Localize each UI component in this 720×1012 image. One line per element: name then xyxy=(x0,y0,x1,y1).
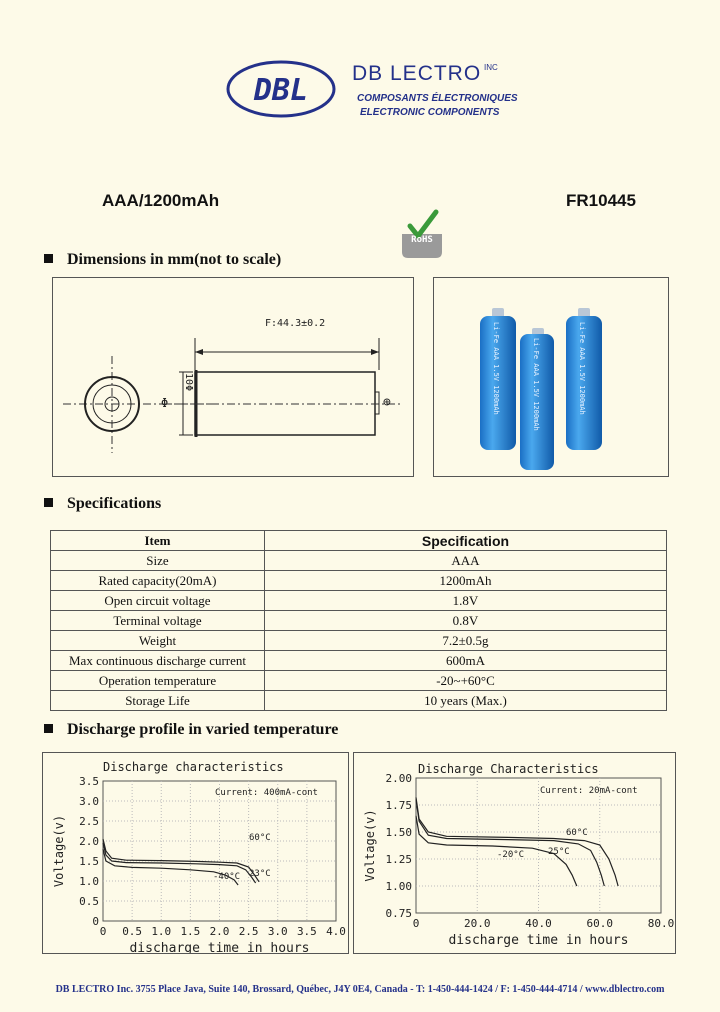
y-tick-label: 1.5 xyxy=(79,855,99,868)
table-row: Storage Life 10 years (Max.) xyxy=(51,691,667,711)
y-tick-label: 3.0 xyxy=(79,795,99,808)
rohs-label: RoHS xyxy=(411,235,433,245)
series-line-2 xyxy=(416,800,604,886)
table-row: Weight 7.2±0.5g xyxy=(51,631,667,651)
battery-cell-3 xyxy=(566,308,602,450)
series-label: -20°C xyxy=(497,850,525,860)
brand-tagline-en: ELECTRONIC COMPONENTS xyxy=(360,107,500,118)
col-item-header: Item xyxy=(51,531,265,551)
y-axis-label: Voltage(v) xyxy=(363,809,377,882)
battery-cell-2 xyxy=(520,328,554,470)
product-code: FR10445 xyxy=(566,191,636,210)
table-row: Open circuit voltage 1.8V xyxy=(51,591,667,611)
svg-text:Li-Fe AAA 1.5V 1200mAh: Li-Fe AAA 1.5V 1200mAh xyxy=(578,322,586,415)
y-tick-label: 0.5 xyxy=(79,895,99,908)
y-tick-label: 1.0 xyxy=(79,875,99,888)
x-tick-label: 80.0 xyxy=(647,917,675,930)
series-label: -40°C xyxy=(213,872,241,882)
x-tick-label: 2.5 xyxy=(238,925,259,938)
bullet-icon xyxy=(44,254,53,263)
svg-text:Li-Fe AAA 1.5V 1200mAh: Li-Fe AAA 1.5V 1200mAh xyxy=(492,322,500,415)
col-spec-header: Specification xyxy=(265,531,667,551)
dimensions-heading: Dimensions in mm(not to scale) xyxy=(44,251,281,269)
series-label: 25°C xyxy=(548,847,570,857)
table-row: Rated capacity(20mA) 1200mAh xyxy=(51,571,667,591)
specifications-heading: Specifications xyxy=(44,495,161,513)
plus-terminal-symbol: ⊕ xyxy=(383,395,391,410)
y-tick-label: 1.75 xyxy=(385,799,412,812)
table-row: Size AAA xyxy=(51,551,667,571)
y-axis-label: Voltage(v) xyxy=(52,814,66,888)
series-line-1 xyxy=(416,797,618,886)
x-tick-label: 4.0 xyxy=(326,925,346,938)
table-row: Terminal voltage 0.8V xyxy=(51,611,667,631)
check-icon xyxy=(410,212,436,236)
brand-tagline-fr: COMPOSANTS ÉLECTRONIQUES xyxy=(357,93,518,104)
x-tick-label: 60.0 xyxy=(586,917,613,930)
x-tick-label: 0 xyxy=(99,925,107,938)
discharge-chart-1 xyxy=(43,753,348,953)
phi-symbol: Φ xyxy=(161,396,169,410)
x-tick-label: 3.5 xyxy=(296,925,317,938)
discharge-heading: Discharge profile in varied temperature xyxy=(44,721,338,739)
y-tick-label: 1.50 xyxy=(385,826,412,839)
x-tick-label: 0.5 xyxy=(122,925,143,938)
table-header-row xyxy=(51,531,667,551)
chart-annotation: Current: 20mA-cont xyxy=(540,786,638,796)
discharge-chart-2 xyxy=(354,753,675,953)
y-tick-label: 3.5 xyxy=(79,775,99,788)
y-tick-label: 1.25 xyxy=(385,853,412,866)
battery-photo xyxy=(434,278,668,476)
chart-title: Discharge Characteristics xyxy=(418,762,599,776)
footer-contact: DB LECTRO Inc. 3755 Place Java, Suite 140, Brossard, Québec, J4Y 0E4, Canada - T: 1-450-444-1424 / F: 1-450-444-4714 / www.dblectro.com xyxy=(55,984,665,995)
chart-panel-1 xyxy=(42,752,349,954)
rohs-badge xyxy=(400,206,444,260)
specifications-table xyxy=(50,530,667,711)
bullet-icon xyxy=(44,724,53,733)
svg-text:Li-Fe AAA 1.5V 1200mAh: Li-Fe AAA 1.5V 1200mAh xyxy=(532,338,540,431)
x-tick-label: 3.0 xyxy=(267,925,288,938)
y-tick-label: 2.5 xyxy=(79,815,99,828)
battery-photo-box xyxy=(433,277,669,477)
y-tick-label: 0 xyxy=(92,915,99,928)
company-logo xyxy=(226,60,336,118)
product-title: AAA/1200mAh xyxy=(102,191,220,210)
series-label: 60°C xyxy=(566,828,588,838)
x-tick-label: 1.0 xyxy=(151,925,172,938)
x-tick-label: 20.0 xyxy=(464,917,491,930)
y-tick-label: 1.00 xyxy=(385,880,412,893)
series-label: 23°C xyxy=(249,869,271,879)
battery-cell-1 xyxy=(480,308,516,450)
x-tick-label: 2.0 xyxy=(209,925,230,938)
table-row: Max continuous discharge current 600mA xyxy=(51,651,667,671)
brand-inc: INC xyxy=(484,63,498,72)
y-tick-label: 2.00 xyxy=(385,772,412,785)
y-tick-label: 2.0 xyxy=(79,835,99,848)
chart-panel-2 xyxy=(353,752,676,954)
bullet-icon xyxy=(44,498,53,507)
x-axis-label: discharge time in hours xyxy=(129,941,310,953)
chart-title: Discharge characteristics xyxy=(103,760,284,774)
x-tick-label: 0 xyxy=(412,917,420,930)
diameter-label: 10Φ xyxy=(183,373,194,392)
chart-annotation: Current: 400mA-cont xyxy=(215,788,318,798)
y-tick-label: 0.75 xyxy=(385,907,412,920)
brand-name: DB LECTRO xyxy=(352,62,482,85)
length-label: F:44.3±0.2 xyxy=(265,318,326,329)
logo-text: DBL xyxy=(253,73,309,108)
dimension-drawing-box xyxy=(52,277,414,477)
dimension-drawing xyxy=(53,278,413,476)
series-label: 60°C xyxy=(249,833,271,843)
x-tick-label: 1.5 xyxy=(180,925,201,938)
x-tick-label: 40.0 xyxy=(525,917,552,930)
table-row: Operation temperature -20~+60°C xyxy=(51,671,667,691)
x-axis-label: discharge time in hours xyxy=(448,933,629,948)
